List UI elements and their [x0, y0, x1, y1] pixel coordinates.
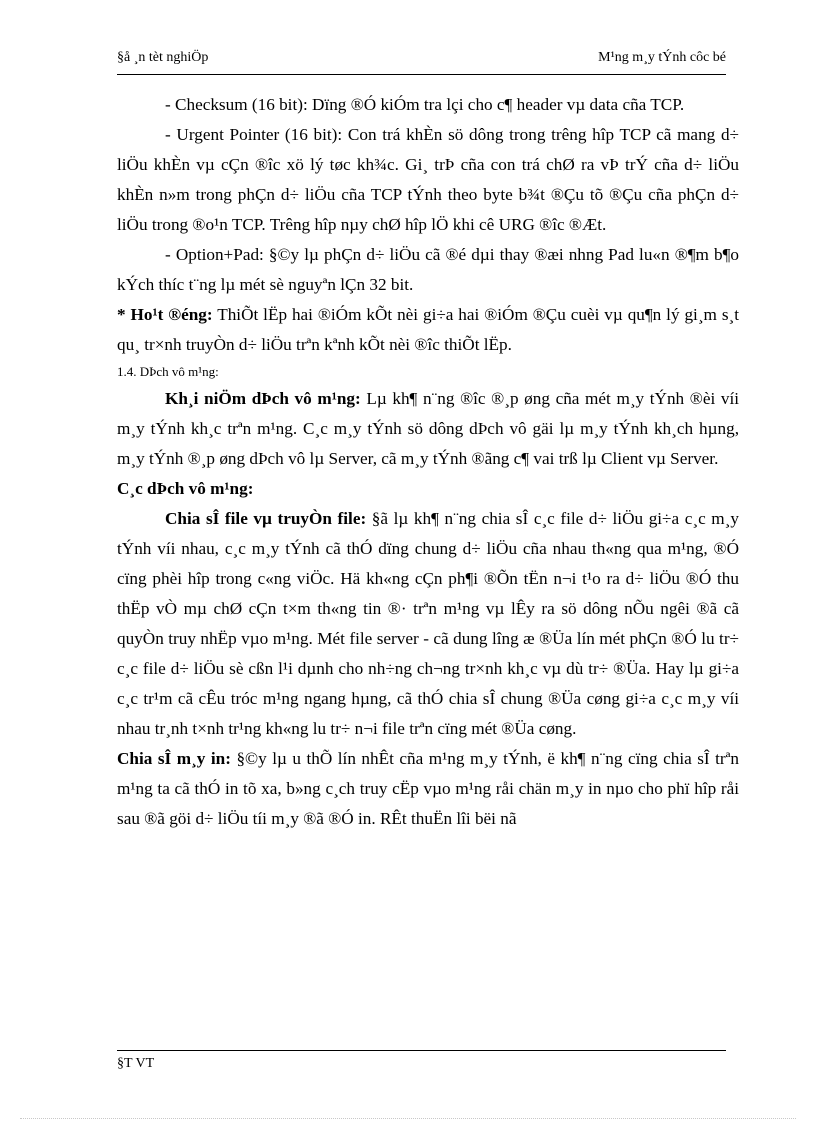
header-rule — [117, 74, 726, 75]
chia-se-file-label: Chia sÎ file vµ truyÒn file: — [165, 509, 367, 528]
footer-rule — [117, 1050, 726, 1051]
khai-niem-text: Lµ kh¶ n¨ng ®îc ®¸p øng cña mét m¸y tÝnh ®èi víi m¸y tÝnh kh¸c trªn m¹ng. C¸c m¸y tÝnh sö dông dÞch vô gäi lµ m¸y tÝnh kh¸ch hµng, m¸y tÝnh ®¸p øng dÞch vô lµ Server, cã m¸y tÝnh ®ãng c¶ vai trß lµ Client vµ Server. — [117, 389, 739, 468]
paragraph-option-pad: - Option+Pad: §©y lµ phÇn d÷ liÖu cã ®é dµi thay ®æi nhng Pad lu«n ®¶m b¶o kÝch thíc t¨ng lµ mét sè nguyªn lÇn 32 bit. — [117, 245, 739, 294]
subheading-dich-vu: C¸c dÞch vô m¹ng: — [117, 479, 254, 498]
paragraph-urgent-pointer: - Urgent Pointer (16 bit): Con trá khÈn sö dông trong trêng hîp TCP cã mang d÷ liÖu khÈn vµ cÇn ®îc xö lý tøc kh¾c. Gi¸ trÞ cña con trá chØ ra vÞ trÝ cña d÷ liÖu khÈn n»m trong phÇn d÷ liÖu cña TCP tÝnh theo byte b¾t ®Çu tõ ®Çu cña phÇn d÷ liÖu trong ®o¹n TCP. Trêng hîp nµy chØ hîp lÖ khi cê URG ®îc ®Æt. — [117, 125, 739, 234]
paragraph-chia-se-file — [117, 504, 739, 744]
page-header — [117, 50, 726, 70]
header-right: M¹ng m¸y tÝnh côc bé — [598, 50, 726, 65]
paragraph-checksum: - Checksum (16 bit): Dïng ®Ó kiÓm tra lçi cho c¶ header vµ data cña TCP. — [165, 95, 685, 114]
paragraph-chia-se-may-in — [117, 744, 739, 834]
section-title: 1.4. DÞch vô m¹ng: — [117, 364, 219, 379]
chia-se-file-text: §ã lµ kh¶ n¨ng chia sÎ c¸c file d÷ liÖu gi÷a c¸c m¸y tÝnh víi nhau, c¸c m¸y tÝnh cã thÓ dïng chung d÷ liÖu cña nhau th«ng qua m¹ng, ®Ó cïng phèi hîp trong c«ng viÖc. Hä kh«ng cÇn ph¶i ®Õn tËn n¬i t¹o ra d÷ liÖu ®Ó thu thËp vÒ mµ chØ cÇn t×m th«ng tin ®· trªn m¹ng vµ lÊy ra sö dông nÕu ngêi ®ã cã quyÒn truy nhËp vµo m¹ng. Mét file server - cã dung lîng æ ®Üa lín mét phÇn ®Ó lu tr÷ c¸c file d÷ liÖu sè cßn l¹i dµnh cho nh÷ng ch¬ng tr×nh kh¸c vµ dù tr÷ ®Üa. Hay lµ gi÷a c¸c tr¹m cã cÊu tróc m¹ng ngang hµng, cã thÓ chia sÎ chung ®Üa cøng gi÷a c¸c m¸y víi nhau tr¸nh t×nh tr¹ng kh«ng lu tr÷ n¬i file trªn cïng mét ®Üa cøng. — [117, 509, 739, 738]
hoat-dong-text: ThiÕt lËp hai ®iÓm kÕt nèi gi÷a hai ®iÓm ®Çu cuèi vµ qu¶n lý gi¸m s¸t qu¸ tr×nh truyÒn d÷ liÖu trªn kªnh kÕt nèi ®îc thiÕt lËp. — [117, 305, 740, 354]
chia-se-may-in-label: Chia sÎ m¸y in: — [117, 749, 231, 768]
document-body — [117, 90, 739, 834]
paragraph-hoat-dong — [117, 300, 739, 360]
khai-niem-label: Kh¸i niÖm dÞch vô m¹ng: — [165, 389, 361, 408]
hoat-dong-label: * Ho¹t ®éng: — [117, 305, 213, 324]
chia-se-may-in-text: §©y lµ u thÕ lín nhÊt cña m¹ng m¸y tÝnh, ë kh¶ n¨ng cïng chia sÎ trªn m¹ng ta cã thÓ in tõ xa, b»ng c¸ch truy cËp vµo m¹ng råi chän m¸y in nµo cho phï hîp råi sau ®ã göi d÷ liÖu tíi m¸y ®ã ®Ó in. RÊt thuËn lîi bëi nã — [117, 749, 739, 828]
page-boundary — [20, 1118, 796, 1119]
paragraph-khai-niem — [117, 384, 739, 474]
header-left: §å ¸n tèt nghiÖp — [117, 50, 209, 65]
page-footer: §T VT — [117, 1056, 155, 1071]
